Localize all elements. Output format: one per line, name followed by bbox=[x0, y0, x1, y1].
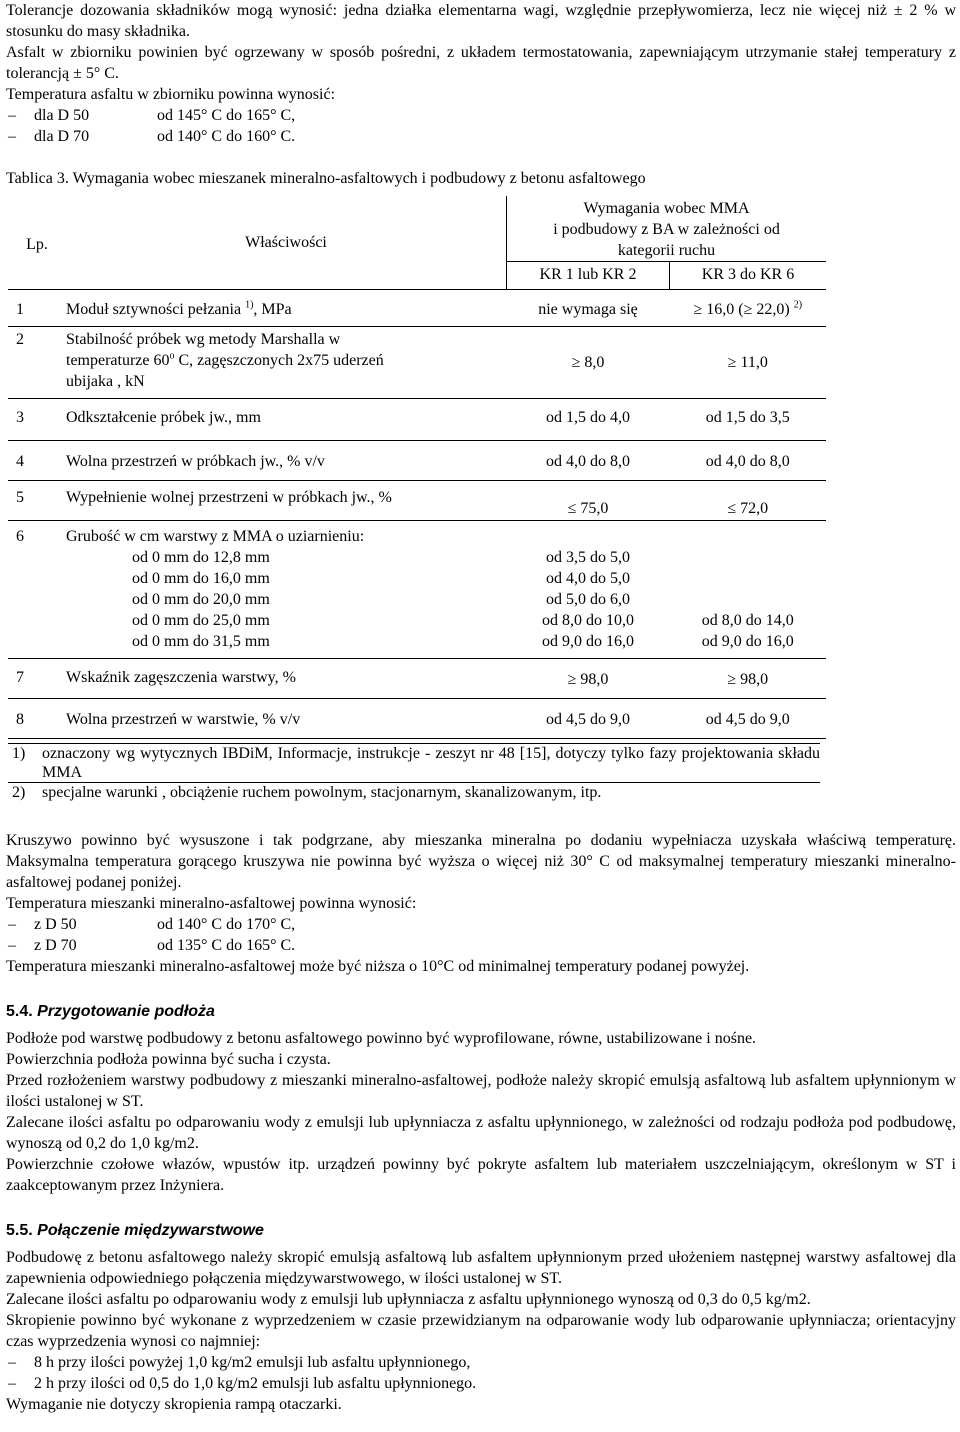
table-row bbox=[8, 659, 826, 699]
thickness-range: od 9,0 do 16,0 bbox=[701, 633, 794, 650]
section-paragraph: Przed rozłożeniem warstwy podbudowy z mieszanki mineralno-asfaltowej, podłoże należy skropić emulsją asfaltową lub asfaltem upłynnionym w ilości ustalonej w ST. bbox=[6, 1072, 956, 1110]
list-item-text: 2 h przy ilości od 0,5 do 1,0 kg/m2 emulsji lub asfaltu upłynnionego. bbox=[34, 1375, 477, 1392]
intro-paragraph-tolerance: Tolerancje dozowania składników mogą wynosić: jedna działka elementarna wagi, względnie przepływomierza, lecz nie więcej niż ± 2 % w stosunku do masy składnika. bbox=[6, 2, 956, 40]
row-number: 5 bbox=[8, 481, 66, 521]
row-property: Wolna przestrzeń w próbkach jw., % v/v bbox=[66, 441, 507, 481]
list-item bbox=[6, 1352, 956, 1373]
table-caption: Tablica 3. Wymagania wobec mieszanek mineralno-asfaltowych i podbudowy z betonu asfaltowego bbox=[6, 170, 646, 187]
dash-bullet: – bbox=[8, 128, 16, 145]
table-footnotes bbox=[8, 739, 826, 809]
item-label: dla D 50 bbox=[34, 107, 90, 124]
table-row bbox=[8, 290, 826, 327]
header-requirements bbox=[507, 196, 827, 262]
document-page bbox=[6, 0, 956, 1415]
grading-range: od 0 mm do 20,0 mm bbox=[132, 591, 270, 608]
footnote-mark: 1) bbox=[8, 744, 42, 783]
header-properties: Właściwości bbox=[245, 234, 327, 251]
row-property: Wolna przestrzeń w warstwie, % v/v bbox=[66, 699, 507, 739]
row-number: 6 bbox=[8, 521, 66, 659]
row-property: Wypełnienie wolnej przestrzeni w próbkach jw., % bbox=[66, 481, 507, 521]
table-row bbox=[8, 521, 826, 659]
row-value-kr1-kr2: od 4,5 do 9,0 bbox=[507, 699, 670, 739]
section-heading-5-5 bbox=[6, 1220, 956, 1242]
row-value-kr1-kr2 bbox=[507, 521, 670, 659]
thickness-range: od 8,0 do 10,0 bbox=[542, 612, 634, 629]
list-item-text: 8 h przy ilości powyżej 1,0 kg/m2 emulsji lub asfaltu upłynnionego, bbox=[34, 1354, 471, 1371]
row-value-kr1-kr2: ≥ 98,0 bbox=[507, 659, 670, 699]
dash-bullet: – bbox=[8, 937, 16, 954]
header-req-line1: Wymagania wobec MMA bbox=[583, 200, 750, 217]
table-row bbox=[8, 441, 826, 481]
row-number: 4 bbox=[8, 441, 66, 481]
row-number: 8 bbox=[8, 699, 66, 739]
table-row bbox=[8, 399, 826, 441]
section-number: 5.5. bbox=[6, 1222, 33, 1239]
row-value-kr3-kr6 bbox=[670, 521, 827, 659]
item-value: od 140° C do 170° C, bbox=[157, 916, 296, 933]
grading-range: od 0 mm do 25,0 mm bbox=[132, 612, 270, 629]
requirements-table bbox=[8, 196, 826, 808]
footnote-mark: 2) bbox=[8, 783, 42, 803]
header-req-line2: i podbudowy z BA w zależności od bbox=[553, 221, 780, 238]
row-value-kr3-kr6: od 4,5 do 9,0 bbox=[670, 699, 827, 739]
section-title: Przygotowanie podłoża bbox=[37, 1003, 215, 1020]
thickness-range: od 5,0 do 6,0 bbox=[546, 591, 630, 608]
paragraph-mix-temperature: Temperatura mieszanki mineralno-asfaltowej powinna wynosić: bbox=[6, 895, 417, 912]
thickness-range: od 3,5 do 5,0 bbox=[546, 549, 630, 566]
row-property: Wskaźnik zagęszczenia warstwy, % bbox=[66, 659, 507, 699]
row-value-kr1-kr2: nie wymaga się bbox=[507, 290, 670, 327]
row-property: Moduł sztywności pełzania $^{1)}$, MPa bbox=[66, 290, 507, 327]
thickness-range: od 9,0 do 16,0 bbox=[542, 633, 634, 650]
row-property: Stabilność próbek wg metody Marshalla w temperaturze 60$^o$ C, zagęszczonych 2x75 uderzeń ubijaka , kN bbox=[66, 327, 507, 399]
row-value-kr3-kr6: ≥ 11,0 bbox=[670, 327, 827, 399]
row-value-kr1-kr2: od 1,5 do 4,0 bbox=[507, 399, 670, 441]
list-item bbox=[6, 1373, 956, 1394]
table-row bbox=[8, 327, 826, 399]
row-value-kr1-kr2: ≤ 75,0 bbox=[507, 481, 670, 521]
intro-paragraph-asphalt-tank: Asfalt w zbiorniku powinien być ogrzewany w sposób pośredni, z układem termostatowania, zapewniającym utrzymanie stałej temperatury z tolerancją ± 5° C. bbox=[6, 44, 956, 82]
table-row bbox=[8, 481, 826, 521]
mix-temperature-item-d70 bbox=[6, 935, 956, 956]
section-paragraph: Zalecane ilości asfaltu po odparowaniu wody z emulsji lub upłynniacza z asfaltu upłynnionego, w zależności od rodzaju podłoża pod podbudowę, wynoszą od 0,2 do 1,0 kg/m2. bbox=[6, 1114, 956, 1152]
row-number: 2 bbox=[8, 327, 66, 399]
footnote-text: specjalne warunki , obciążenie ruchem powolnym, stacjonarnym, skanalizowanym, itp. bbox=[42, 783, 820, 803]
row-value-kr3-kr6: od 4,0 do 8,0 bbox=[670, 441, 827, 481]
row-property-title: Grubość w cm warstwy z MMA o uziarnieniu: bbox=[66, 528, 365, 545]
item-value: od 140° C do 160° C. bbox=[157, 128, 296, 145]
row-value-kr1-kr2: ≥ 8,0 bbox=[507, 327, 670, 399]
header-lp: Lp. bbox=[26, 236, 48, 253]
section-paragraph-last: Wymaganie nie dotyczy skropienia rampą otaczarki. bbox=[6, 1396, 342, 1413]
thickness-range: od 4,0 do 5,0 bbox=[546, 570, 630, 587]
section-paragraph: Powierzchnia podłoża powinna być sucha i czysta. bbox=[6, 1051, 331, 1068]
footnote-text: oznaczony wg wytycznych IBDiM, Informacje, instrukcje - zeszyt nr 48 [15], dotyczy tylko fazy projektowania składu MMA bbox=[42, 745, 820, 781]
header-kr1-kr2: KR 1 lub KR 2 bbox=[507, 262, 670, 290]
section-paragraph: Powierzchnie czołowe włazów, wpustów itp. urządzeń powinny być pokryte asfaltem lub materiałem uszczelniającym, określonym w ST i zaakceptowanym przez Inżyniera. bbox=[6, 1156, 956, 1194]
row-number: 3 bbox=[8, 399, 66, 441]
row-number: 7 bbox=[8, 659, 66, 699]
item-value: od 135° C do 165° C. bbox=[157, 937, 296, 954]
temperature-item-d50 bbox=[6, 105, 956, 126]
section-paragraph: Zalecane ilości asfaltu po odparowaniu wody z emulsji lub upłynniacza z asfaltu upłynnionego wynoszą od 0,3 do 0,5 kg/m2. bbox=[6, 1291, 811, 1308]
section-heading-5-4 bbox=[6, 1001, 956, 1023]
dash-bullet: – bbox=[8, 916, 16, 933]
section-title: Połączenie międzywarstwowe bbox=[37, 1222, 264, 1239]
intro-paragraph-temperature: Temperatura asfaltu w zbiorniku powinna wynosić: bbox=[6, 86, 336, 103]
row-value-kr3-kr6: ≥ 16,0 (≥ 22,0) $^{2)}$ bbox=[670, 290, 827, 327]
row-value-kr3-kr6: ≤ 72,0 bbox=[670, 481, 827, 521]
item-label: dla D 70 bbox=[34, 128, 90, 145]
dash-bullet: – bbox=[8, 107, 16, 124]
table-row bbox=[8, 699, 826, 739]
grading-range: od 0 mm do 31,5 mm bbox=[132, 633, 270, 650]
section-paragraph: Skropienie powinno być wykonane z wyprzedzeniem w czasie przewidzianym na odparowanie wody lub odparowanie upłynniacza; orientacyjny czas wyprzedzenia wynosi co najmniej: bbox=[6, 1312, 956, 1350]
item-label: z D 70 bbox=[34, 937, 77, 954]
section-paragraph: Podbudowę z betonu asfaltowego należy skropić emulsją asfaltową lub asfaltem upłynnionym przed ułożeniem następnej warstwy asfaltowej dla zapewnienia odpowiedniego połączenia międzywarstwowego, w ilości ustalonej w ST. bbox=[6, 1249, 956, 1287]
item-value: od 145° C do 165° C, bbox=[157, 107, 296, 124]
temperature-item-d70 bbox=[6, 126, 956, 147]
footnote bbox=[8, 783, 820, 803]
thickness-range: od 8,0 do 14,0 bbox=[701, 612, 794, 629]
row-number: 1 bbox=[8, 290, 66, 327]
dash-bullet: – bbox=[8, 1354, 16, 1371]
row-value-kr1-kr2: od 4,0 do 8,0 bbox=[507, 441, 670, 481]
row-value-kr3-kr6: ≥ 98,0 bbox=[670, 659, 827, 699]
header-kr3-kr6: KR 3 do KR 6 bbox=[670, 262, 827, 290]
dash-bullet: – bbox=[8, 1375, 16, 1392]
footnote bbox=[8, 744, 820, 783]
grading-range: od 0 mm do 12,8 mm bbox=[132, 549, 270, 566]
section-paragraph: Podłoże pod warstwę podbudowy z betonu asfaltowego powinno być wyprofilowane, równe, ustabilizowane i nośne. bbox=[6, 1030, 757, 1047]
mix-temperature-item-d50 bbox=[6, 914, 956, 935]
header-req-line3: kategorii ruchu bbox=[617, 242, 716, 259]
item-label: z D 50 bbox=[34, 916, 77, 933]
row-property bbox=[66, 521, 507, 659]
paragraph-aggregate: Kruszywo powinno być wysuszone i tak podgrzane, aby mieszanka mineralna po dodaniu wypełniacza uzyskała właściwą temperaturę. Maksymalna temperatura gorącego kruszywa nie powinna być wyższa o więcej niż 30° C od maksymalnej temperatury mieszanki mineralno-asfaltowej podanej poniżej. bbox=[6, 832, 956, 891]
paragraph-lower-temperature: Temperatura mieszanki mineralno-asfaltowej może być niższa o 10°C od minimalnej temperatury podanej powyżej. bbox=[6, 958, 750, 975]
row-value-kr3-kr6: od 1,5 do 3,5 bbox=[670, 399, 827, 441]
grading-range: od 0 mm do 16,0 mm bbox=[132, 570, 270, 587]
section-number: 5.4. bbox=[6, 1003, 33, 1020]
row-property: Odkształcenie próbek jw., mm bbox=[66, 399, 507, 441]
